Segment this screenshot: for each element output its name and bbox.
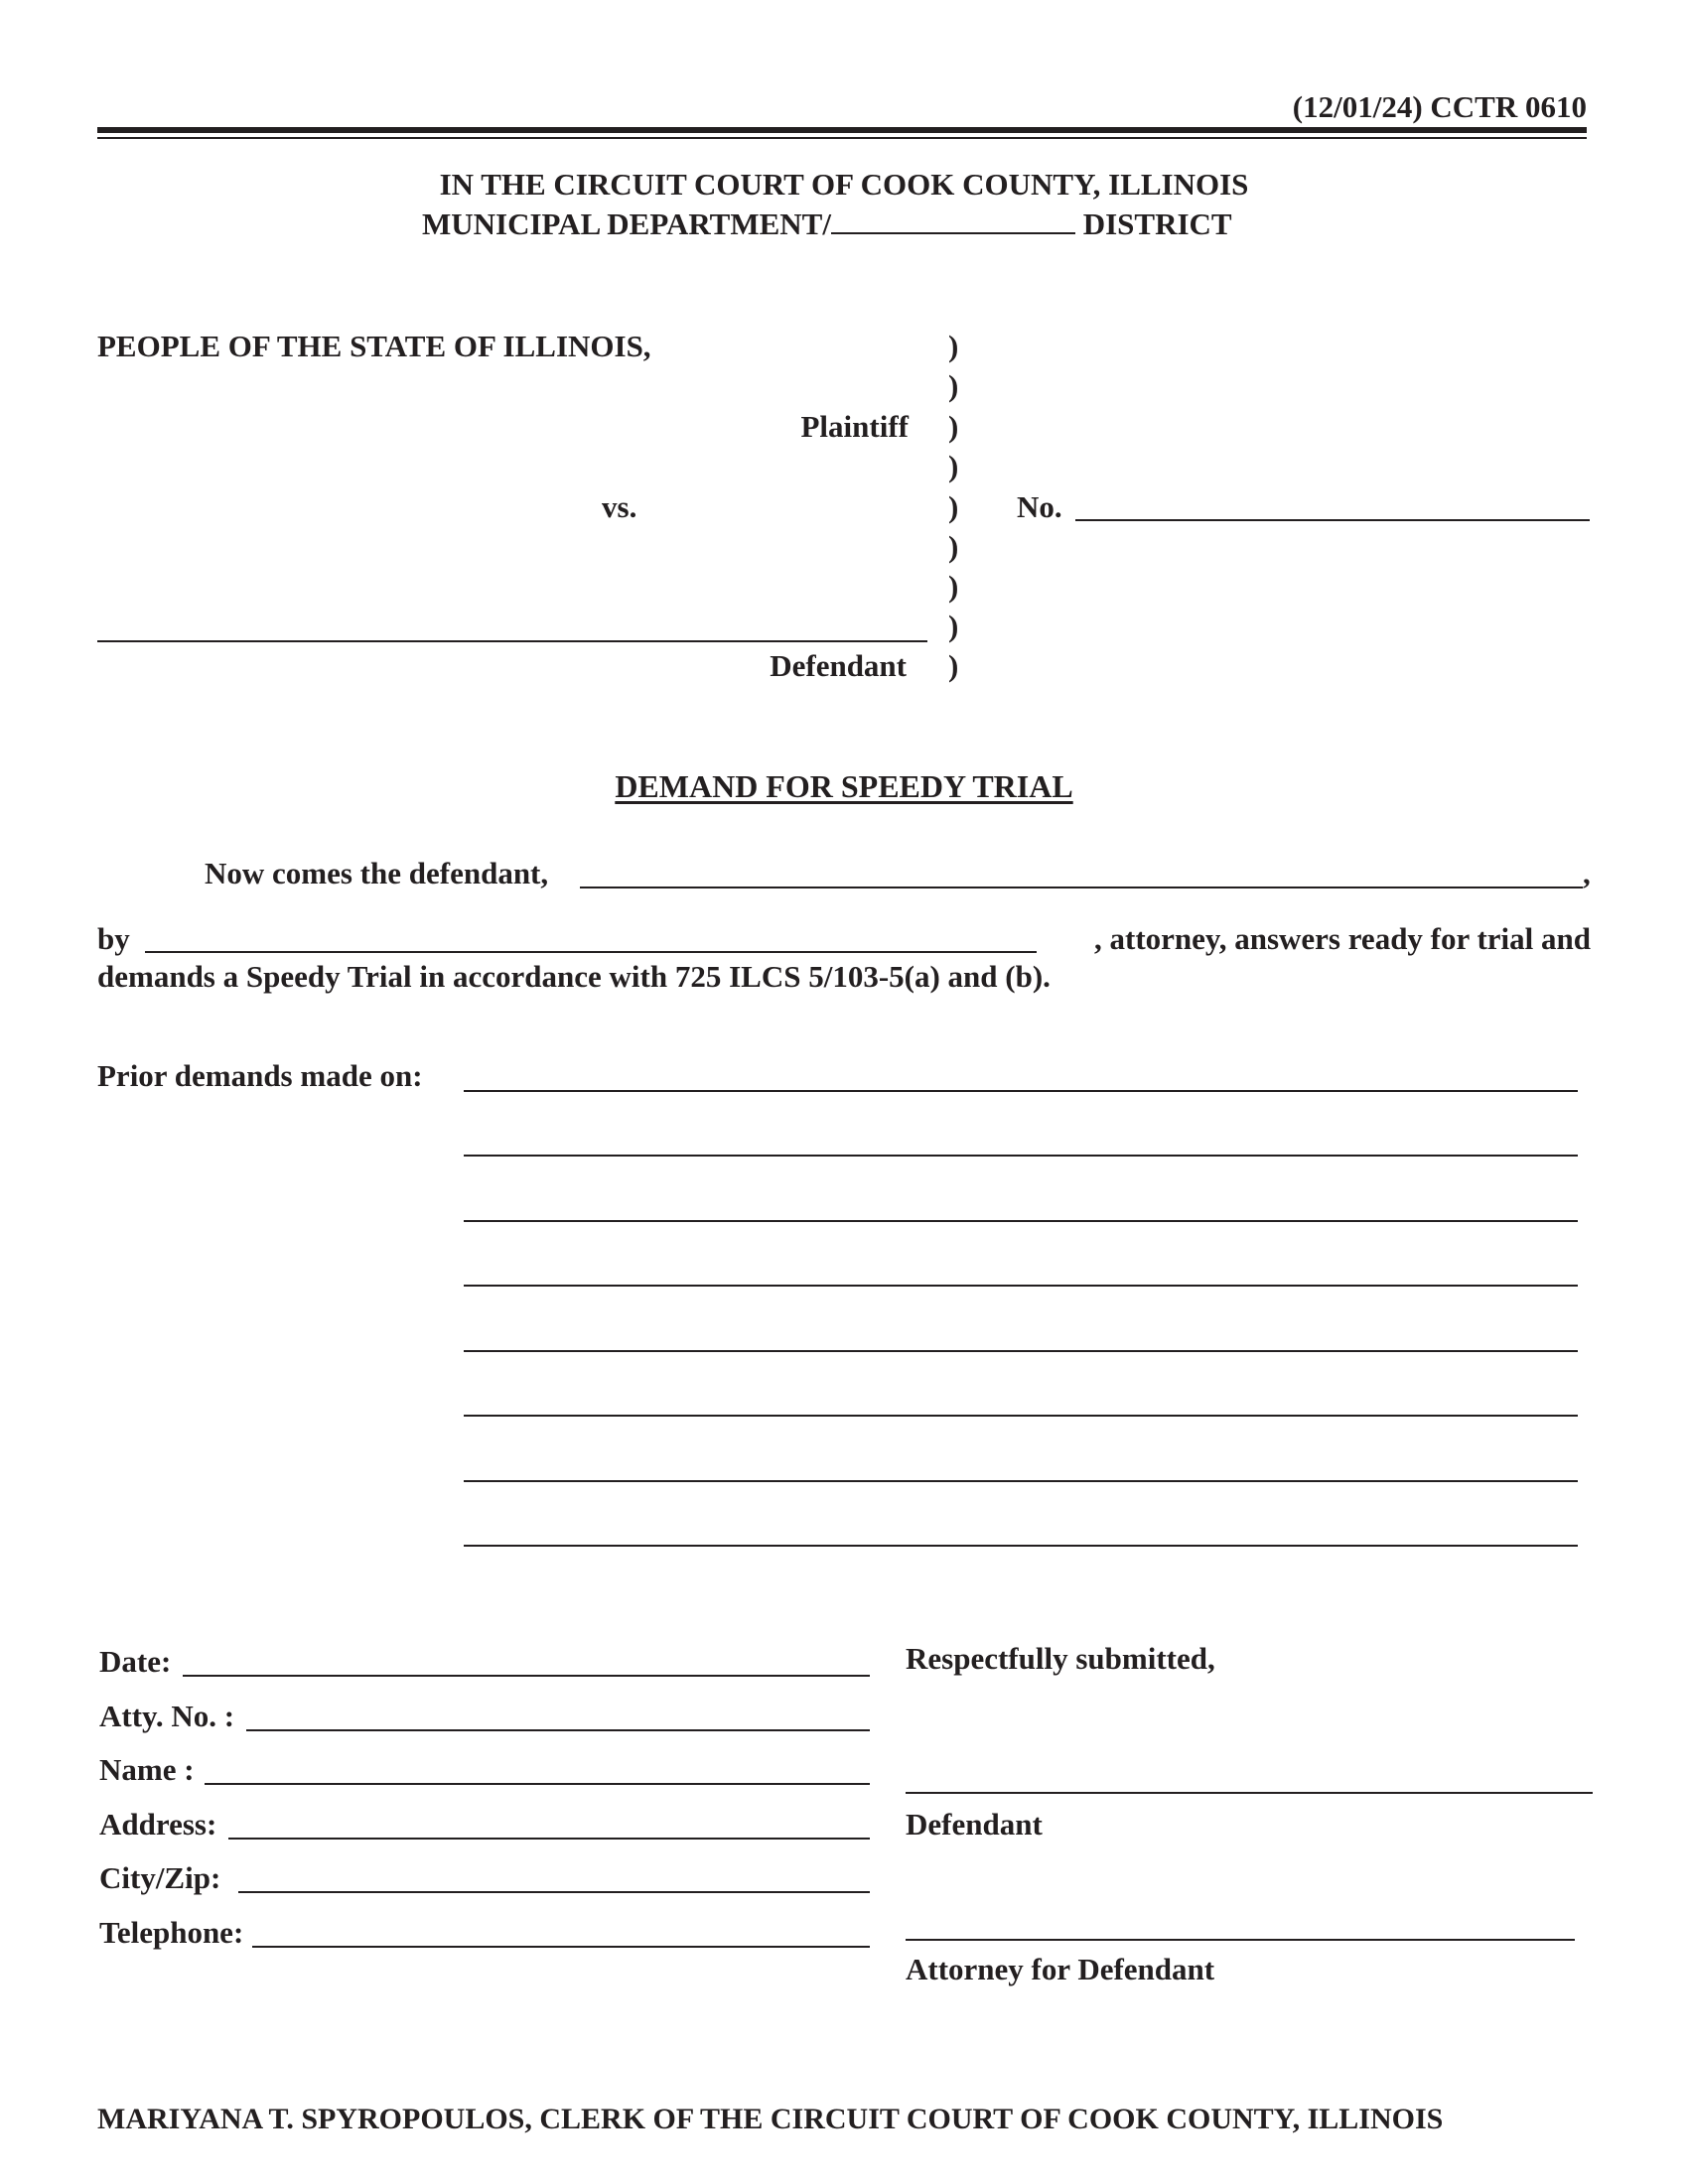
caption-paren: ) — [948, 368, 959, 403]
address-label: Address: — [99, 1807, 217, 1842]
atty-no-label: Atty. No. : — [99, 1699, 235, 1733]
prior-demand-line[interactable] — [464, 1220, 1578, 1222]
vs-label: vs. — [602, 489, 637, 524]
address-field[interactable] — [228, 1838, 870, 1840]
clerk-footer: MARIYANA T. SPYROPOULOS, CLERK OF THE CIRCUIT COURT OF COOK COUNTY, ILLINOIS — [97, 2103, 1444, 2135]
caption-paren: ) — [948, 529, 959, 564]
court-title: IN THE CIRCUIT COURT OF COOK COUNTY, ILLINOIS — [439, 167, 1249, 202]
prior-demand-line[interactable] — [464, 1155, 1578, 1157]
caption-paren: ) — [948, 409, 959, 444]
defendant-signature-label: Defendant — [906, 1807, 1043, 1842]
prior-demands-label: Prior demands made on: — [97, 1058, 423, 1093]
attorney-name-input[interactable] — [145, 951, 1037, 953]
respectfully-submitted: Respectfully submitted, — [906, 1641, 1215, 1676]
caption-paren: ) — [948, 609, 959, 643]
name-label: Name : — [99, 1752, 195, 1787]
district-field[interactable] — [831, 208, 1075, 234]
caption-paren: ) — [948, 329, 959, 363]
date-label: Date: — [99, 1644, 172, 1679]
telephone-field[interactable] — [252, 1946, 870, 1948]
atty-no-field[interactable] — [246, 1729, 870, 1731]
prior-demand-line[interactable] — [464, 1350, 1578, 1352]
prior-demand-line[interactable] — [464, 1285, 1578, 1287]
attorney-signature-label: Attorney for Defendant — [906, 1952, 1215, 1986]
attorney-text: , attorney, answers ready for trial and — [1094, 921, 1591, 956]
defendant-name-input[interactable] — [580, 887, 1583, 888]
defendant-name-field[interactable] — [97, 640, 927, 642]
header-rule-thin — [97, 137, 1587, 139]
court-department — [422, 208, 1232, 239]
by-label: by — [97, 921, 130, 956]
department-prefix: MUNICIPAL DEPARTMENT/ — [422, 206, 831, 241]
case-number-field[interactable] — [1075, 519, 1590, 521]
caption-paren: ) — [948, 449, 959, 483]
plaintiff-name: PEOPLE OF THE STATE OF ILLINOIS, — [97, 329, 651, 363]
plaintiff-label: Plaintiff — [800, 409, 909, 444]
demand-text: demands a Speedy Trial in accordance with 725 ILCS 5/103-5(a) and (b). — [97, 959, 1051, 994]
intro-text: Now comes the defendant, — [205, 856, 549, 890]
caption-paren: ) — [948, 569, 959, 604]
prior-demand-line[interactable] — [464, 1480, 1578, 1482]
caption-paren: ) — [948, 648, 959, 683]
city-zip-label: City/Zip: — [99, 1860, 221, 1895]
prior-demand-line[interactable] — [464, 1090, 1578, 1092]
name-field[interactable] — [205, 1783, 870, 1785]
defendant-label: Defendant — [770, 648, 907, 683]
header-rule-thick — [97, 127, 1587, 133]
telephone-label: Telephone: — [99, 1915, 244, 1950]
case-number-label: No. — [1017, 489, 1062, 524]
form-code: (12/01/24) CCTR 0610 — [1292, 89, 1587, 124]
city-zip-field[interactable] — [238, 1891, 870, 1893]
caption-paren: ) — [948, 489, 959, 524]
comma: , — [1583, 856, 1591, 890]
document-title: DEMAND FOR SPEEDY TRIAL — [615, 768, 1073, 804]
district-label: DISTRICT — [1082, 206, 1232, 241]
prior-demand-line[interactable] — [464, 1415, 1578, 1417]
defendant-signature-field[interactable] — [906, 1792, 1593, 1794]
prior-demand-line[interactable] — [464, 1545, 1578, 1547]
attorney-signature-field[interactable] — [906, 1939, 1575, 1941]
date-field[interactable] — [183, 1675, 870, 1677]
